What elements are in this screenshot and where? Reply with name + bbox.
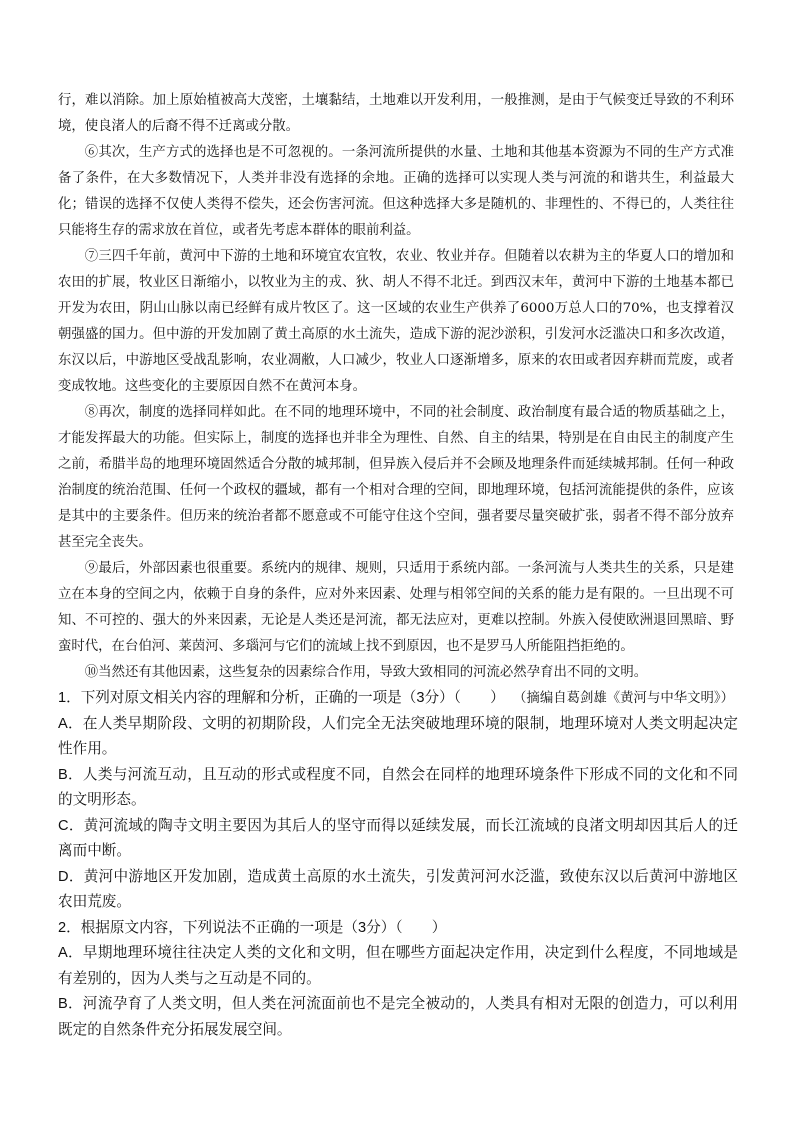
paragraph-5-continued: 行，难以消除。加上原始植被高大茂密，土壤黏结，土地难以开发利用，一般推测，是由于气候变迁导致的不利环境，使良渚人的后裔不得不迁离或分散。 [58,93,734,134]
paragraph-6: ⑥其次，生产方式的选择也是不可忽视的。一条河流所提供的水量、土地和其他基本资源为不同的生产方式准备了条件，在大多数情况下，人类并非没有选择的余地。正确的选择可以实现人类与河流的和谐共生，利益最大化；错误的选择不仅使人类得不偿失，还会伤害河流。但这种选择大多是随机的、非理性的、不得已的，人类往往只能将生存的需求放在首位，或者先考虑本群体的眼前利益。 [58,145,734,238]
question-1-option-a: A．在人类早期阶段、文明的初期阶段，人们完全无法突破地理环境的限制，地理环境对人类文明起决定性作用。 [58,715,738,757]
question-2-option-a: A．早期地理环境往往决定人类的文化和文明，但在哪些方面起决定作用，决定到什么程度，不同地域是有差别的，因为人类与之互动是不同的。 [58,945,738,987]
paragraph-10: ⑩当然还有其他因素，这些复杂的因素综合作用，导致大致相同的河流必然孕育出不同的文明。 [84,665,648,680]
question-1-option-d: D．黄河中游地区开发加剧，造成黄土高原的水土流失，引发黄河河水泛滥，致使东汉以后黄河中游地区农田荒废。 [58,868,738,910]
paragraph-7: ⑦三四千年前，黄河中下游的土地和环境宜农宜牧，农业、牧业并存。但随着以农耕为主的华夏人口的增加和农田的扩展，牧业区日渐缩小，以牧业为主的戎、狄、胡人不得不北迁。到西汉末年，黄河中下游的土地基本都已开发为农田，阴山山脉以南已经鲜有成片牧区了。这一区域的农业生产供养了6000万总人口的70%，也支撑着汉朝强盛的国力。但中游的开发加剧了黄土高原的水土流失，造成下游的泥沙淤积，引发河水泛滥决口和多次改道，东汉以后，中游地区受战乱影响，农业凋敝，人口减少，牧业人口逐渐增多，原来的农田或者因弃耕而荒废，或者变成牧地。这些变化的主要原因自然不在黄河本身。 [58,249,734,394]
reading-passage [58,88,734,712]
question-1-option-c: C．黄河流域的陶寺文明主要因为其后人的坚守而得以延续发展，而长江流域的良渚文明却因其后人的迁离而中断。 [58,817,738,859]
source-citation: （摘编自葛剑雄《黄河与中华文明》） [513,691,734,706]
question-section [58,686,738,1043]
question-1-option-b: B．人类与河流互动，且互动的形式或程度不同，自然会在同样的地理环境条件下形成不同的文化和不同的文明形态。 [58,766,738,808]
paragraph-8: ⑧再次，制度的选择同样如此。在不同的地理环境中，不同的社会制度、政治制度有最合适的物质基础之上，才能发挥最大的功能。但实际上，制度的选择也并非全为理性、自然、自主的结果，特别是在自由民主的制度产生之前，希腊半岛的地理环境固然适合分散的城邦制，但异族入侵后并不会顾及地理条件而延续城邦制。任何一种政治制度的统治范围、任何一个政权的疆域，都有一个相对合理的空间，即地理环境，包括河流能提供的条件，应该是其中的主要条件。但历来的统治者都不愿意或不可能守住这个空间，强者要尽量突破扩张，弱者不得不部分放弃甚至完全丧失。 [58,405,734,550]
paragraph-9: ⑨最后，外部因素也很重要。系统内的规律、规则，只适用于系统内部。一条河流与人类共生的关系，只是建立在本身的空间之内，依赖于自身的条件，应对外来因素、处理与相邻空间的关系的能力是有限的。一旦出现不可知、不可控的、强大的外来因素，无论是人类还是河流，都无法应对，更难以控制。外族入侵使欧洲退回黑暗、野蛮时代，在台伯河、莱茵河、多瑙河与它们的流域上找不到原因，也不是罗马人所能阻挡拒绝的。 [58,561,734,654]
question-2-stem: 2．根据原文内容，下列说法不正确的一项是（3分）（ ） [58,919,447,936]
question-2-option-b: B．河流孕育了人类文明，但人类在河流面前也不是完全被动的，人类具有相对无限的创造力，可以利用既定的自然条件充分拓展发展空间。 [58,996,738,1038]
question-1-stem: 1．下列对原文相关内容的理解和分析，正确的一项是（3分）（ ） [58,690,505,706]
